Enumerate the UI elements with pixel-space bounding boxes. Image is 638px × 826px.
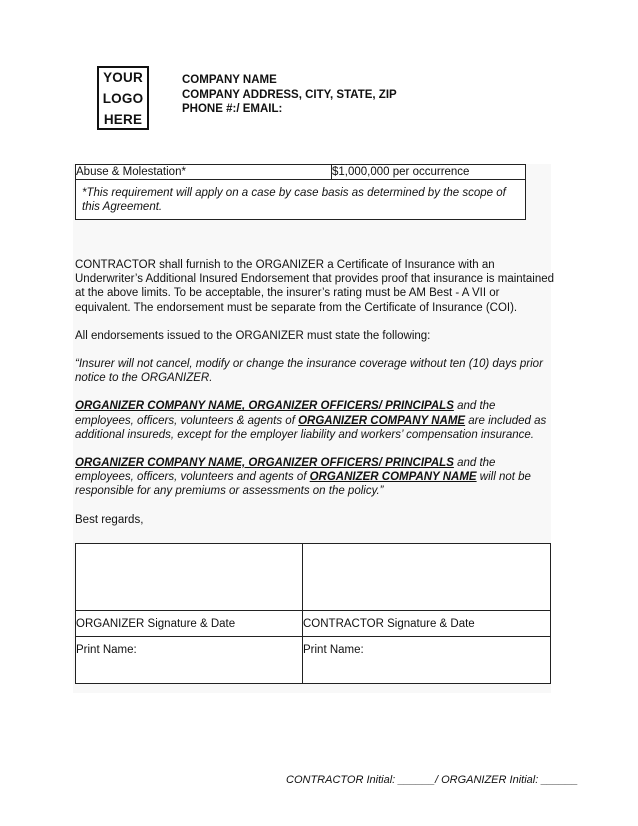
closing-line: Best regards, [75, 513, 144, 526]
coverage-cell: Abuse & Molestation* [76, 165, 332, 180]
logo-line-1: YOUR [103, 69, 143, 85]
contractor-print-name[interactable]: Print Name: [303, 637, 551, 684]
document-body [75, 258, 555, 541]
limit-cell: $1,000,000 per occurrence [332, 165, 526, 180]
contractor-signature-label: CONTRACTOR Signature & Date [303, 611, 551, 637]
premium-paragraph [75, 456, 555, 499]
paragraph-text: and the employees, officers, volunteers & agents of [75, 400, 496, 427]
organizer-signature-area[interactable] [76, 544, 303, 611]
paragraph-text: are included as additional insureds, except for the employer liability and workers’ compensation insurance. [75, 414, 547, 441]
requirement-note: *This requirement will apply on a case by case basis as determined by the scope of this Agreement. [76, 180, 526, 220]
table-row [76, 544, 551, 611]
certificate-paragraph: CONTRACTOR shall furnish to the ORGANIZER a Certificate of Insurance with an Underwriter’s Additional Insured Endorsement that provides proof that insurance is maintained at the above limits. To be acceptable, the insurer’s rating must be AM Best - A VII or equivalent. The endorsement must be separate from the Certificate of Insurance (COI). [75, 259, 555, 314]
signature-table [75, 543, 551, 684]
company-contact: PHONE #:/ EMAIL: [182, 103, 283, 115]
organizer-parties: ORGANIZER COMPANY NAME, ORGANIZER OFFICERS/ PRINCIPALS [75, 457, 454, 470]
initials-footer: CONTRACTOR Initial: ______/ ORGANIZER Initial: ______ [286, 774, 579, 786]
contractor-signature-area[interactable] [303, 544, 551, 611]
logo-line-3: HERE [103, 111, 143, 127]
organizer-parties: ORGANIZER COMPANY NAME, ORGANIZER OFFICERS/ PRINCIPALS [75, 400, 454, 413]
organizer-company-name: ORGANIZER COMPANY NAME [298, 414, 466, 427]
additional-insured-paragraph [75, 399, 555, 442]
insurance-requirements-table [75, 164, 526, 220]
paragraph-text: will not be responsible for any premiums or assessments on the policy.” [75, 471, 531, 498]
table-row [76, 165, 526, 180]
company-name: COMPANY NAME [182, 74, 277, 86]
paragraph-text: and the employees, officers, volunteers and agents of [75, 457, 496, 484]
table-row [76, 180, 526, 220]
organizer-company-name: ORGANIZER COMPANY NAME [309, 471, 477, 484]
logo-line-2: LOGO [102, 90, 144, 106]
endorsement-intro: All endorsements issued to the ORGANIZER must state the following: [75, 329, 431, 342]
organizer-signature-label: ORGANIZER Signature & Date [76, 611, 303, 637]
company-header [182, 73, 397, 117]
company-logo-placeholder [97, 66, 149, 130]
table-row [76, 637, 551, 684]
organizer-print-name[interactable]: Print Name: [76, 637, 303, 684]
cancellation-quote: “Insurer will not cancel, modify or change the insurance coverage without ten (10) days prior notice to the ORGANIZER. [75, 358, 543, 385]
company-address: COMPANY ADDRESS, CITY, STATE, ZIP [182, 88, 397, 101]
table-row [76, 611, 551, 637]
